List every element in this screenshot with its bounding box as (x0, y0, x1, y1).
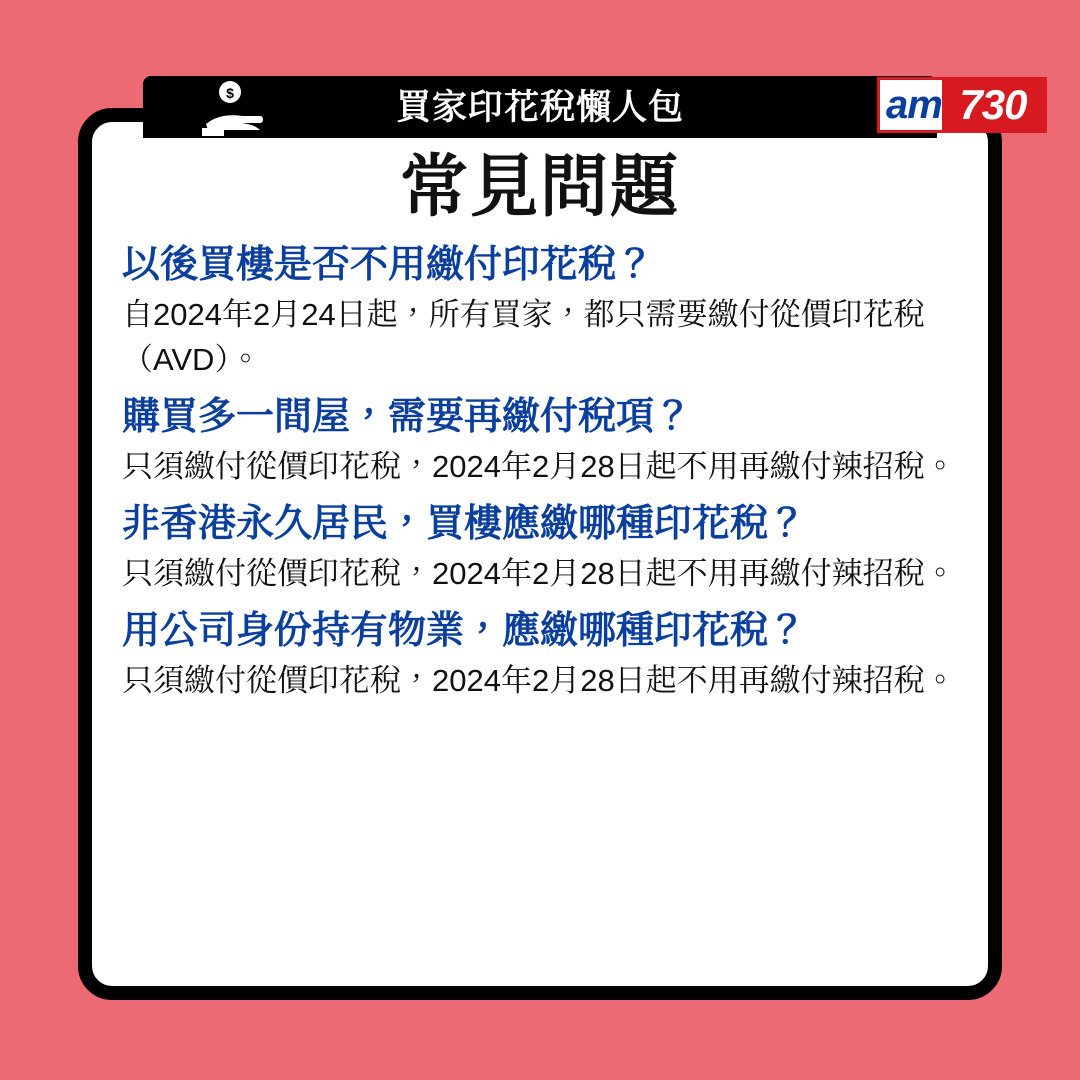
brand-prefix: am (886, 83, 942, 127)
faq-answer: 自2024年2月24日起，所有買家，都只需要繳付從價印花稅（AVD）。 (122, 297, 925, 377)
faq-answer: 只須繳付從價印花稅，2024年2月28日起不用再繳付辣招稅。 (122, 556, 956, 592)
faq-question: 非香港永久居民，買樓應繳哪種印花稅？ (122, 502, 807, 545)
card-inner (92, 122, 988, 703)
faq-item (122, 499, 958, 596)
brand-suffix: 730 (942, 80, 1044, 130)
svg-text:$: $ (226, 85, 234, 101)
faq-item (122, 606, 958, 703)
faq-question: 用公司身份持有物業，應繳哪種印花稅？ (122, 610, 807, 653)
page-title: 常見問題 (399, 149, 680, 225)
faq-question: 購買多一間屋，需要再繳付稅項？ (122, 395, 693, 438)
faq-answer: 只須繳付從價印花稅，2024年2月28日起不用再繳付辣招稅。 (122, 663, 956, 699)
hand-with-coin-icon (198, 78, 270, 140)
content-card (78, 108, 1002, 1000)
faq-item (122, 240, 958, 381)
header-title: 買家印花稅懶人包 (395, 87, 684, 127)
faq-list (122, 240, 958, 703)
faq-answer: 只須繳付從價印花稅，2024年2月28日起不用再繳付辣招稅。 (122, 448, 956, 484)
brand-logo (877, 77, 1047, 133)
faq-question: 以後買樓是否不用繳付印花稅？ (122, 244, 655, 287)
faq-item (122, 392, 958, 489)
